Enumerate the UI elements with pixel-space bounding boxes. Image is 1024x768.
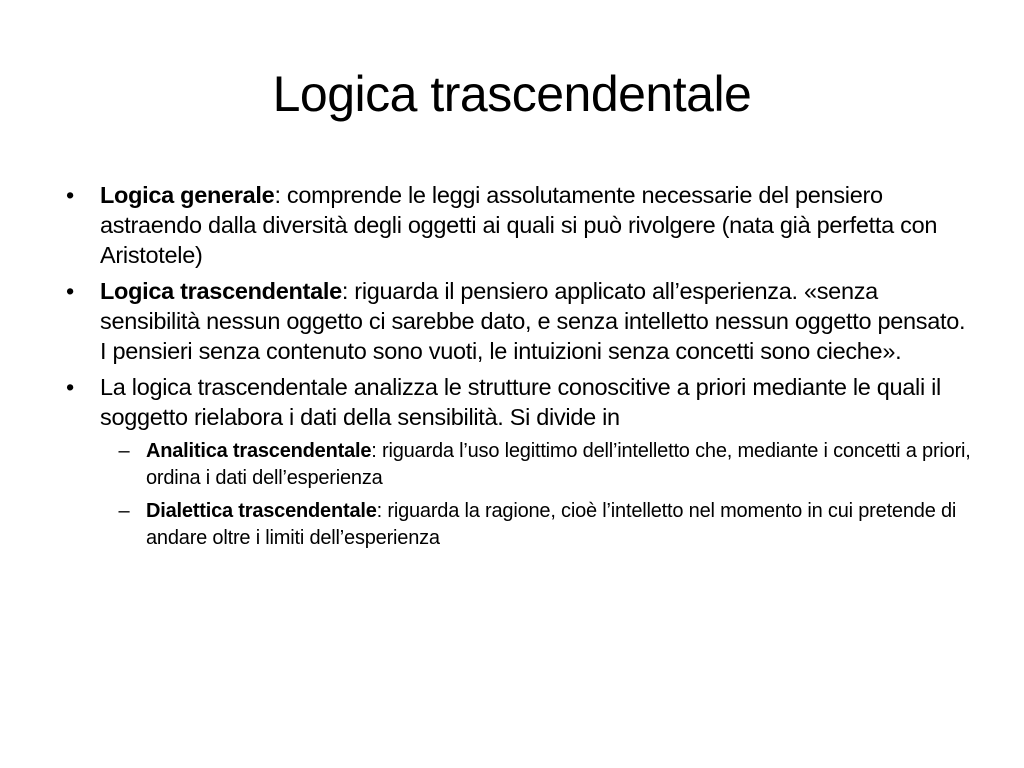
- bullet-marker: •: [66, 182, 74, 208]
- sub-item-text: : riguarda l’uso legittimo dell’intelletto che, mediante i concetti a priori, ordina i dati dell’esperienza: [146, 440, 971, 489]
- sub-bullet-marker: –: [118, 440, 130, 462]
- sub-bullet-marker: –: [118, 500, 130, 522]
- sub-bullet-list: [100, 438, 976, 552]
- bullet-item-logica-trascendentale: [56, 276, 976, 366]
- bullet-term: Logica trascendentale: [100, 278, 342, 304]
- bullet-list: [56, 180, 976, 558]
- sub-item-text: : riguarda la ragione, cioè l’intelletto nel momento in cui pretende di andare oltre i limiti dell’esperienza: [146, 500, 957, 549]
- bullet-text: : comprende le leggi assolutamente necessarie del pensiero astraendo dalla diversità degli oggetti ai quali si può rivolgere (nata già perfetta con Aristotele): [100, 182, 938, 268]
- sub-item-term: Analitica trascendentale: [146, 440, 372, 462]
- bullet-marker: •: [66, 278, 74, 304]
- bullet-item-logica-generale: [56, 180, 976, 270]
- sub-item-dialettica: [100, 498, 976, 552]
- slide-title: Logica trascendentale: [272, 66, 752, 122]
- sub-item-term: Dialettica trascendentale: [146, 500, 377, 522]
- sub-item-analitica: [100, 438, 976, 492]
- bullet-term: Logica generale: [100, 182, 275, 208]
- bullet-item-analisi: [56, 372, 976, 552]
- bullet-text: La logica trascendentale analizza le strutture conoscitive a priori mediante le quali il soggetto rielabora i dati della sensibilità. Si divide in: [100, 374, 941, 430]
- bullet-text: : riguarda il pensiero applicato all’esperienza. «senza sensibilità nessun oggetto ci sarebbe dato, e senza intelletto nessun oggetto pensato. I pensieri senza contenuto sono vuoti, le intuizioni senza concetti sono cieche».: [100, 278, 966, 364]
- bullet-marker: •: [66, 374, 74, 400]
